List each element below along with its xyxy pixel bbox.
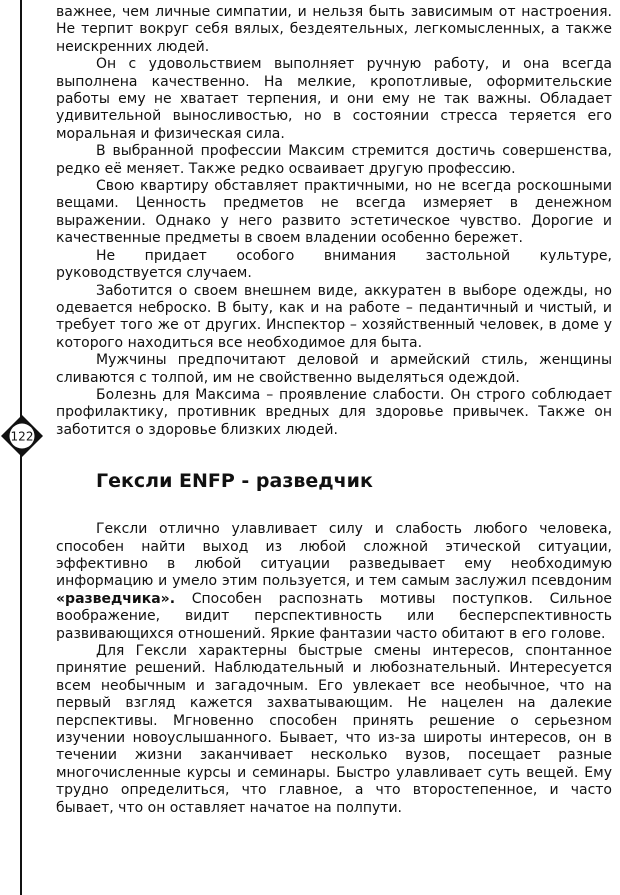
bold-term: «разведчика». (56, 590, 176, 607)
paragraph-text: Гексли отлично улавливает силу и слабость любого человека, способен найти выход из любой сложной этической ситуации, эффективно в любой ситуации разведывает ему необходимую информацию и умело этим пользуется, и тем самым заслужил псевдоним (56, 521, 612, 590)
paragraph: Для Гексли характерны быстрые смены интересов, спонтанное принятие решений. Наблюдательный и любознательный. Интересуется всем необычным и загадочным. Его увлекает все необычное, что на первый взгляд кажется захватывающим. Не нацелен на далекие перспективы. Мгновенно способен принять решение о серьезном изучении новоуслышанного. Бывает, что из-за широты интересов, он в течении жизни заканчивает несколько вузов, посещает разные многочисленные курсы и семинары. Быстро улавливает суть вещей. Ему трудно определиться, что главное, а что второстепенное, и часто бывает, что он оставляет начатое на полпути. (56, 643, 612, 816)
paragraph: Не придает особого внимания застольной культуре, руководствуется случаем. (56, 247, 612, 282)
paragraph: Свою квартиру обставляет практичными, но не всегда роскошными вещами. Ценность предметов не всегда измеряет в денежном выражении. Однако у него развито эстетическое чувство. Дорогие и качественные предметы в своем владении особенно бережет. (56, 178, 612, 247)
paragraph: Мужчины предпочитают деловой и армейский стиль, женщины сливаются с толпой, им не свойственно выделяться одеждой. (56, 352, 612, 386)
paragraph-text: Способен распознать мотивы поступков. Сильное воображение, видит перспективность или бесперспективность развивающихся отношений. Яркие фантазии часто обитают в его голове. (56, 590, 612, 642)
page-number-badge (0, 414, 44, 458)
paragraph: Заботится о своем внешнем виде, аккуратен в выборе одежды, но одевается неброско. В быту, как и на работе – педантичный и чистый, и требует того же от других. Инспектор – хозяйственный человек, в доме у которого находиться все необходимое для быта. (56, 282, 612, 351)
section-heading: Гексли ENFP - разведчик (96, 470, 373, 493)
page-content (56, 4, 612, 817)
diamond-badge-icon (0, 414, 44, 458)
paragraph: В выбранной профессии Максим стремится достичь совершенства, редко её меняет. Также редко осваивает другую профессию. (56, 143, 612, 177)
paragraph: Болезнь для Максима – проявление слабости. Он строго соблюдает профилактику, противник вредных для здоровье привычек. Также он заботится о здоровье близких людей. (56, 386, 612, 438)
paragraph (56, 521, 612, 643)
paragraph: важнее, чем личные симпатии, и нельзя быть зависимым от настроения. Не терпит вокруг себя вялых, бездеятельных, легкомысленных, а также неискренних людей. (56, 4, 612, 55)
paragraph: Он с удовольствием выполняет ручную работу, и она всегда выполнена качественно. На мелкие, кропотливые, оформительские работы ему не хватает терпения, и они ему не так важны. Обладает удивительной выносливостью, но в состоянии стресса теряется его моральная и физическая сила. (56, 56, 612, 142)
page-number: 122 (10, 429, 34, 444)
